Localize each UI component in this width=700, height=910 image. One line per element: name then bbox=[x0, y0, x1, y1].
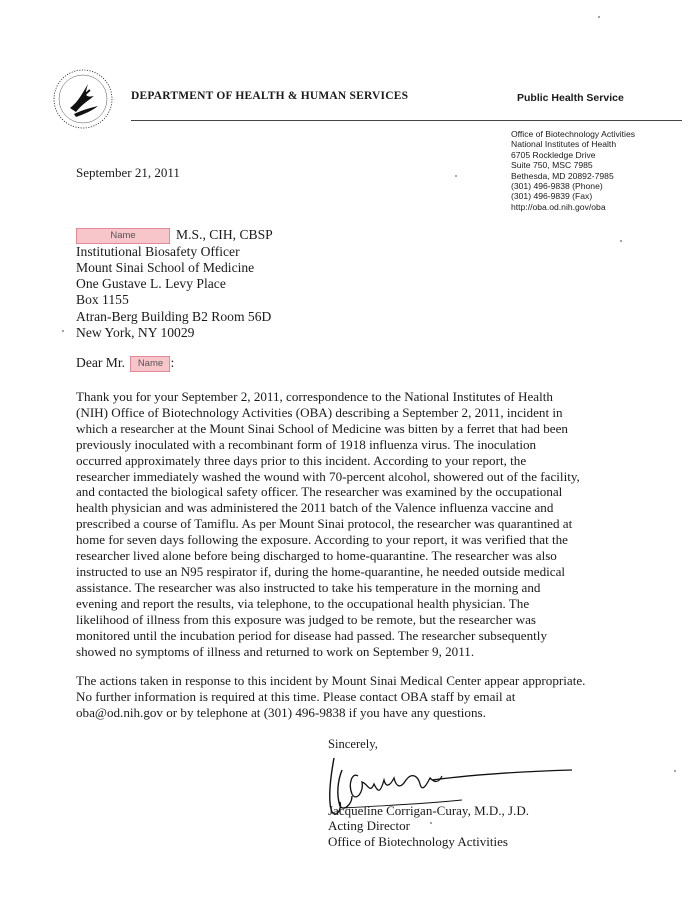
office-address-line: 6705 Rockledge Drive bbox=[511, 149, 596, 160]
office-address-block bbox=[511, 129, 635, 212]
scan-speck bbox=[674, 770, 676, 772]
paragraph-line: researcher immediately washed the wound with 70-percent alcohol, showered out of the facility, bbox=[76, 468, 580, 484]
office-address-line: Office of Biotechnology Activities bbox=[511, 129, 636, 139]
paragraph-line: home for seven days following the exposure. According to your report, it was verified that the bbox=[76, 532, 568, 548]
paragraph-line: assistance. The researcher was also instructed to take his temperature in the morning and bbox=[76, 579, 541, 595]
paragraph-line: (NIH) Office of Biotechnology Activities (OBA) describing a September 2, 2011, incident in bbox=[76, 404, 563, 420]
paragraph-line: evening and report the results, via telephone, to the occupational health physician. The bbox=[76, 595, 530, 611]
recipient-street: One Gustave L. Levy Place bbox=[76, 276, 226, 292]
paragraph-line: The actions taken in response to this incident by Mount Sinai Medical Center appear appropriate. bbox=[76, 673, 586, 688]
letterhead-divider bbox=[131, 120, 682, 121]
paragraph-line: and contacted the biological safety officer. The researcher was examined by the occupational bbox=[76, 484, 563, 500]
body-paragraph-conclusion bbox=[76, 673, 688, 721]
paragraph-line: oba@od.nih.gov or by telephone at (301) 496-9838 if you have any questions. bbox=[76, 704, 486, 720]
office-address-line: National Institutes of Health bbox=[511, 139, 617, 150]
recipient-address-block bbox=[76, 227, 273, 341]
department-name: DEPARTMENT OF HEALTH & HUMAN SERVICES bbox=[131, 90, 409, 102]
salutation-prefix: Dear Mr. bbox=[76, 355, 126, 370]
closing: Sincerely, bbox=[328, 737, 378, 751]
paragraph-line: researcher lived alone before being discharged to home-quarantine. The researcher was also bbox=[76, 548, 557, 564]
public-health-service-label: Public Health Service bbox=[517, 92, 624, 104]
signatory-office: Office of Biotechnology Activities bbox=[328, 834, 508, 849]
recipient-city: New York, NY 10029 bbox=[76, 324, 195, 340]
paragraph-line: which a researcher at the Mount Sinai School of Medicine was bitten by a ferret that had been bbox=[76, 420, 568, 436]
paragraph-line: previously inoculated with a recombinant form of 1918 influenza virus. The inoculation bbox=[76, 436, 537, 452]
scan-speck bbox=[62, 330, 64, 332]
hhs-seal-logo bbox=[52, 68, 114, 130]
scan-speck bbox=[598, 16, 600, 18]
salutation-colon: : bbox=[170, 355, 175, 370]
recipient-name-line bbox=[76, 227, 273, 244]
redacted-name-box: Name bbox=[76, 228, 170, 244]
office-phone: (301) 496-9838 (Phone) bbox=[511, 181, 603, 192]
scan-speck bbox=[620, 240, 622, 242]
paragraph-line: occurred approximately three days prior to this incident. According to your report, the bbox=[76, 452, 527, 468]
paragraph-line: monitored until the incubation period for disease had passed. The researcher subsequently bbox=[76, 627, 547, 643]
recipient-box: Box 1155 bbox=[76, 292, 129, 308]
office-address-line: Suite 750, MSC 7985 bbox=[511, 160, 593, 171]
paragraph-line: No further information is required at this time. Please contact OBA staff by email at bbox=[76, 688, 516, 704]
office-fax: (301) 496-9839 (Fax) bbox=[511, 191, 593, 202]
paragraph-line: instructed to use an N95 respirator if, during the home-quarantine, he needed outside medical bbox=[76, 563, 566, 579]
scan-speck bbox=[455, 175, 457, 177]
paragraph-line: showed no symptoms of illness and returned to work on September 9, 2011. bbox=[76, 643, 475, 659]
paragraph-line: health physician and was administered the 2011 batch of the Valence influenza vaccine and bbox=[76, 500, 554, 516]
signatory-name: Jacqueline Corrigan-Curay, M.D., J.D. bbox=[328, 803, 529, 818]
salutation bbox=[76, 355, 174, 372]
paragraph-line: Thank you for your September 2, 2011, correspondence to the National Institutes of Health bbox=[76, 389, 553, 404]
redacted-name-box: Name bbox=[130, 356, 170, 372]
paragraph-line: prescribed a course of Tamiflu. As per Mount Sinai protocol, the researcher was quarantined at bbox=[76, 516, 573, 532]
office-address-line: Bethesda, MD 20892-7985 bbox=[511, 170, 614, 181]
recipient-building: Atran-Berg Building B2 Room 56D bbox=[76, 308, 272, 324]
recipient-organization: Mount Sinai School of Medicine bbox=[76, 260, 255, 276]
letter-date: September 21, 2011 bbox=[76, 165, 180, 180]
office-url: http://oba.od.nih.gov/oba bbox=[511, 201, 606, 212]
recipient-credentials: M.S., CIH, CBSP bbox=[176, 227, 273, 242]
scan-speck bbox=[430, 822, 432, 824]
body-paragraph-incident bbox=[76, 389, 688, 659]
recipient-title: Institutional Biosafety Officer bbox=[76, 243, 240, 259]
signatory-title: Acting Director bbox=[328, 818, 410, 833]
paragraph-line: likelihood of illness from this exposure was judged to be remote, but the researcher was bbox=[76, 611, 536, 627]
